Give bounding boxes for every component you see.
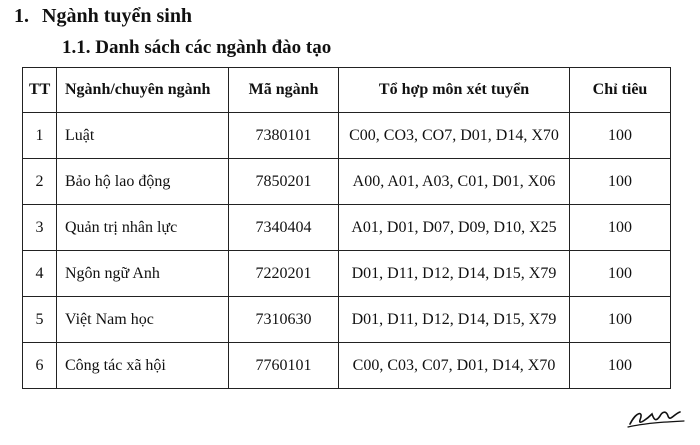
cell-tt: 2	[23, 159, 57, 205]
table-header-row	[23, 68, 671, 113]
cell-tt: 6	[23, 343, 57, 389]
handwritten-signature	[626, 404, 686, 430]
cell-tt: 3	[23, 205, 57, 251]
cell-major: Luật	[57, 113, 229, 159]
cell-code: 7380101	[229, 113, 339, 159]
cell-major: Quản trị nhân lực	[57, 205, 229, 251]
cell-tt: 1	[23, 113, 57, 159]
table-row	[23, 159, 671, 205]
table-row	[23, 343, 671, 389]
majors-table	[22, 67, 671, 389]
cell-quota: 100	[570, 297, 671, 343]
cell-code: 7340404	[229, 205, 339, 251]
section-number: 1.	[14, 5, 29, 27]
cell-code: 7760101	[229, 343, 339, 389]
cell-quota: 100	[570, 251, 671, 297]
cell-combination: D01, D11, D12, D14, D15, X79	[339, 251, 570, 297]
cell-tt: 4	[23, 251, 57, 297]
cell-tt: 5	[23, 297, 57, 343]
cell-combination: D01, D11, D12, D14, D15, X79	[339, 297, 570, 343]
cell-quota: 100	[570, 113, 671, 159]
cell-combination: A01, D01, D07, D09, D10, X25	[339, 205, 570, 251]
header-combination: Tổ hợp môn xét tuyển	[339, 68, 570, 113]
table-row	[23, 251, 671, 297]
cell-code: 7850201	[229, 159, 339, 205]
cell-major: Ngôn ngữ Anh	[57, 251, 229, 297]
cell-major: Công tác xã hội	[57, 343, 229, 389]
header-tt: TT	[23, 68, 57, 113]
cell-code: 7310630	[229, 297, 339, 343]
cell-combination: C00, CO3, CO7, D01, D14, X70	[339, 113, 570, 159]
subsection-heading: 1.1. Danh sách các ngành đào tạo	[62, 37, 332, 58]
table-row	[23, 205, 671, 251]
section-title: Ngành tuyển sinh	[42, 5, 193, 27]
header-code: Mã ngành	[229, 68, 339, 113]
header-major: Ngành/chuyên ngành	[57, 68, 229, 113]
cell-combination: A00, A01, A03, C01, D01, X06	[339, 159, 570, 205]
cell-combination: C00, C03, C07, D01, D14, X70	[339, 343, 570, 389]
cell-quota: 100	[570, 343, 671, 389]
table-row	[23, 113, 671, 159]
cell-quota: 100	[570, 159, 671, 205]
cell-major: Bảo hộ lao động	[57, 159, 229, 205]
table-row	[23, 297, 671, 343]
cell-code: 7220201	[229, 251, 339, 297]
section-heading	[14, 4, 192, 28]
cell-quota: 100	[570, 205, 671, 251]
header-quota: Chỉ tiêu	[570, 68, 671, 113]
cell-major: Việt Nam học	[57, 297, 229, 343]
